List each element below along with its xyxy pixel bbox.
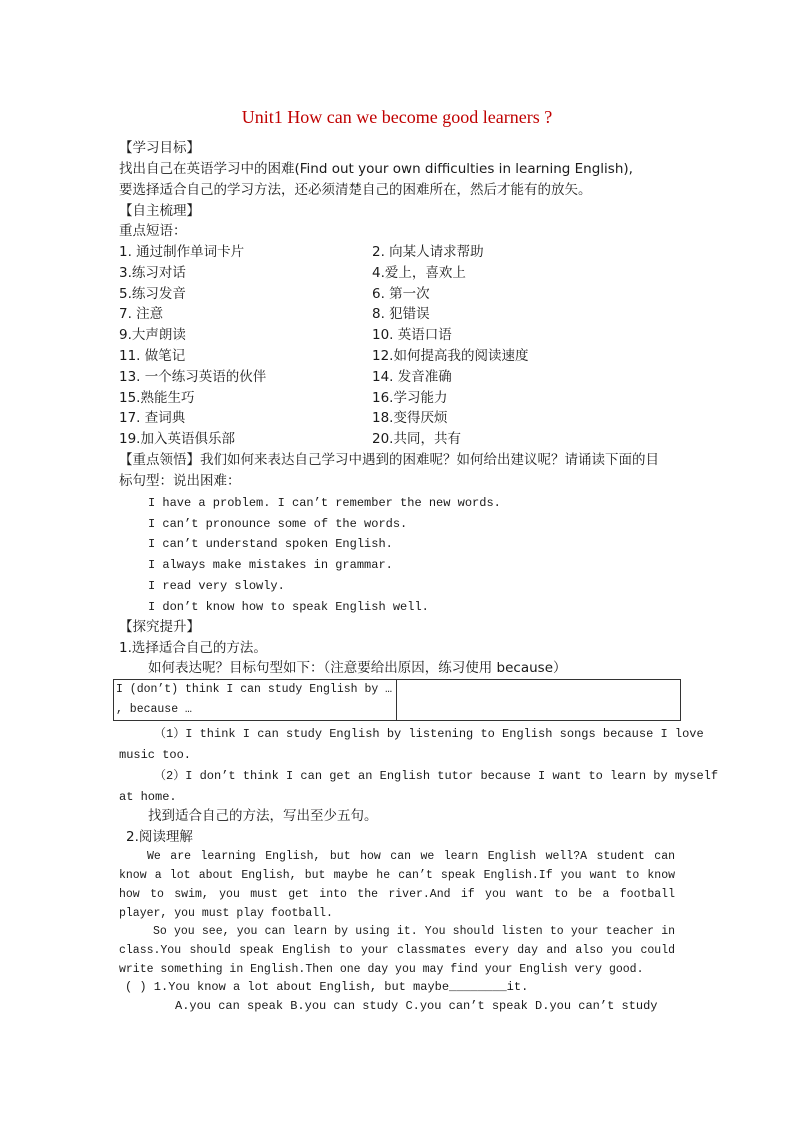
task-1-title: 1.选择适合自己的方法。	[119, 640, 267, 656]
phrase-left: 17. 查词典	[119, 410, 186, 426]
example-2-line-2: at home.	[119, 790, 177, 804]
reading-paragraph-2: So you see, you can learn by using it. You should listen to your teacher in class.You should speak English to your classmates every day and also you could write something in English.Then one day you may find your English very good.	[119, 925, 675, 976]
section-header-self-review: 【自主梳理】	[119, 203, 200, 219]
phrase-right: 20.共同，共有	[372, 431, 461, 447]
phrase-left: 1. 通过制作单词卡片	[119, 244, 245, 260]
example-1-line-1: （1）I think I can study English by listening to English songs because I love	[154, 727, 704, 741]
key-points-line-2: 标句型：说出困难：	[119, 473, 241, 489]
table-cell-pattern	[114, 680, 397, 720]
difficulty-sentence: I read very slowly.	[148, 579, 285, 593]
difficulty-sentence: I can’t pronounce some of the words.	[148, 517, 408, 531]
difficulty-sentence: I don’t know how to speak English well.	[148, 600, 429, 614]
goal-line-2: 要选择适合自己的学习方法，还必须清楚自己的困难所在，然后才能有的放矢。	[119, 182, 592, 198]
phrase-left: 3.练习对话	[119, 265, 186, 281]
task-1-prompt: 如何表达呢？目标句型如下：（注意要给出原因，练习使用 because）	[148, 660, 567, 676]
question-1-stem: ( ) 1.You know a lot about English, but maybe________it.	[125, 980, 529, 994]
table-line-1: I (don’t) think I can study English by …	[116, 683, 393, 696]
phrase-left: 19.加入英语俱乐部	[119, 431, 235, 447]
phrase-left: 15.熟能生巧	[119, 390, 195, 406]
phrase-right: 18.变得厌烦	[372, 410, 448, 426]
phrase-right: 8. 犯错误	[372, 306, 430, 322]
task-2-title: 2.阅读理解	[126, 829, 193, 845]
difficulty-sentence: I can’t understand spoken English.	[148, 537, 393, 551]
phrase-right: 12.如何提高我的阅读速度	[372, 348, 529, 364]
phrase-right: 6. 第一次	[372, 286, 430, 302]
sentence-pattern-table	[113, 679, 681, 721]
phrase-right: 10. 英语口语	[372, 327, 452, 343]
page-title: Unit1 How can we become good learners ?	[241, 107, 553, 127]
phrase-left: 13. 一个练习英语的伙伴	[119, 369, 267, 385]
phrase-right: 4.爱上，喜欢上	[372, 265, 466, 281]
reading-paragraph-1: We are learning English, but how can we learn English well?A student can know a lot about English, but maybe he can’t speak English.If you want to know how to swim, you must get into the river.And if you want to be a football player, you must play football.	[119, 850, 675, 920]
example-1-line-2: music too.	[119, 748, 192, 762]
phrase-right: 14. 发音准确	[372, 369, 452, 385]
section-header-goals: 【学习目标】	[119, 140, 200, 156]
key-points-line-1: 【重点领悟】我们如何来表达自己学习中遇到的困难呢？如何给出建议呢？请诵读下面的目	[119, 452, 659, 468]
phrase-left: 5.练习发音	[119, 286, 186, 302]
difficulty-sentence: I always make mistakes in grammar.	[148, 558, 393, 572]
example-2-line-1: （2）I don’t think I can get an English tutor because I want to learn by myself	[154, 769, 719, 783]
task-1-instruction: 找到适合自己的方法，写出至少五句。	[148, 808, 378, 824]
question-1-options: A.you can speak B.you can study C.you can’t speak D.you can’t study	[175, 999, 658, 1013]
difficulty-sentence: I have a problem. I can’t remember the new words.	[148, 496, 501, 510]
phrase-left: 9.大声朗读	[119, 327, 186, 343]
phrase-left: 7. 注意	[119, 306, 164, 322]
phrase-right: 2. 向某人请求帮助	[372, 244, 484, 260]
phrase-right: 16.学习能力	[372, 390, 448, 406]
table-line-2: , because …	[116, 703, 192, 716]
goal-line-1: 找出自己在英语学习中的困难(Find out your own difficulties in learning English),	[119, 161, 633, 177]
phrases-label: 重点短语：	[119, 223, 187, 239]
phrase-left: 11. 做笔记	[119, 348, 186, 364]
section-header-explore: 【探究提升】	[119, 619, 200, 635]
